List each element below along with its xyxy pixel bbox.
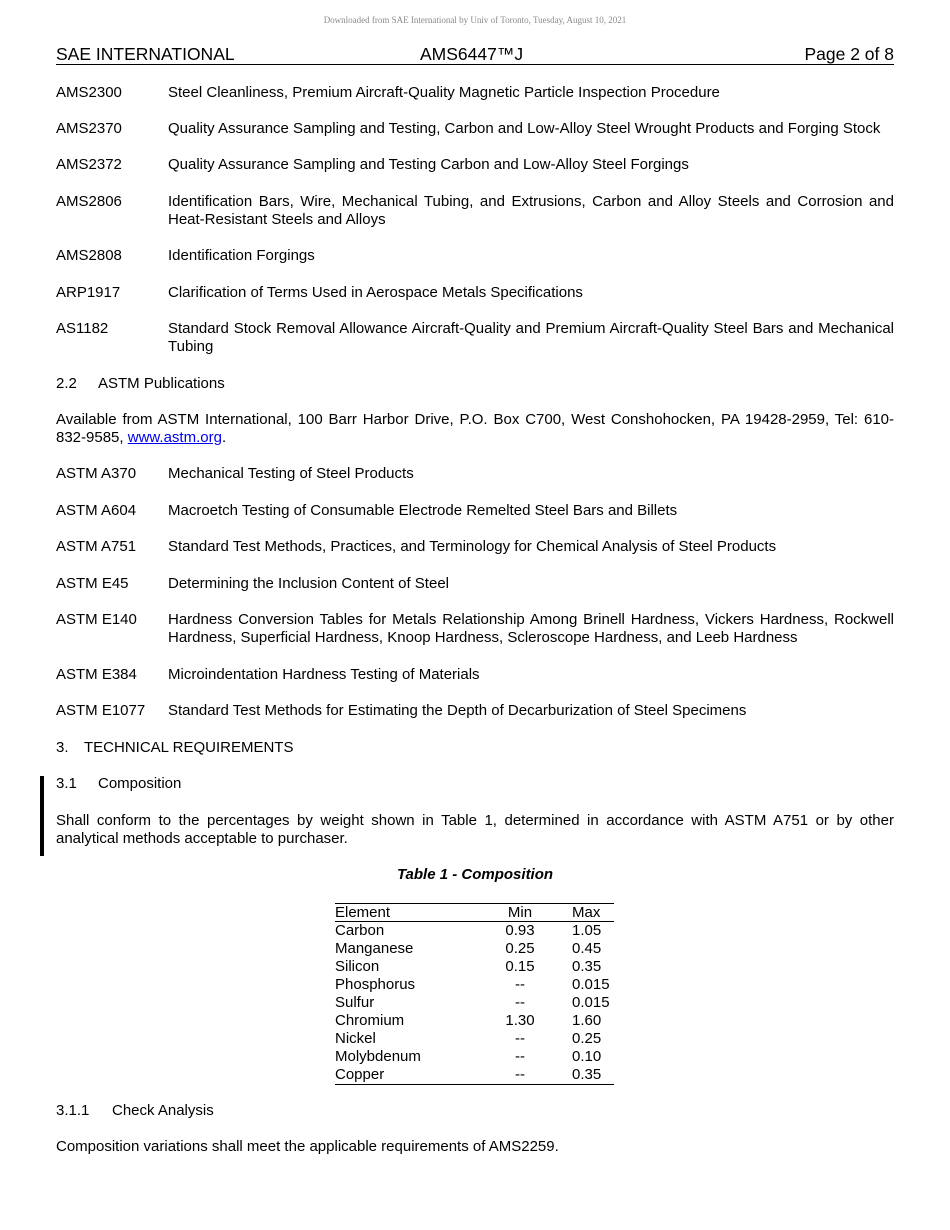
- reference-code: AMS2300: [56, 84, 122, 101]
- reference-code: AMS2370: [56, 120, 122, 137]
- element-max: 0.015: [572, 994, 610, 1011]
- availability-text: Available from ASTM International, 100 Barr Harbor Drive, P.O. Box C700, West Conshohocken, PA 19428-2959, Tel: 610-832-9585,: [56, 411, 894, 446]
- element-name: Copper: [335, 1066, 385, 1083]
- element-min: 0.93: [505, 922, 535, 939]
- header-min: Min: [507, 904, 533, 921]
- element-name: Chromium: [335, 1012, 405, 1029]
- reference-title: Mechanical Testing of Steel Products: [168, 465, 414, 482]
- header-page-number: Page 2 of 8: [804, 44, 894, 64]
- table-row: [335, 1030, 614, 1048]
- reference-title: Quality Assurance Sampling and Testing Carbon and Low-Alloy Steel Forgings: [168, 156, 689, 173]
- reference-title: Steel Cleanliness, Premium Aircraft-Quality Magnetic Particle Inspection Procedure: [168, 84, 720, 101]
- reference-code: ASTM E384: [56, 666, 137, 683]
- section-heading-2-2: [56, 375, 894, 393]
- table-row: [335, 1048, 614, 1066]
- table-row: [335, 1066, 614, 1084]
- section-heading-3: [56, 739, 894, 757]
- page-header: [56, 44, 894, 65]
- section-number: 3.1.1: [56, 1102, 90, 1119]
- section-title: Composition: [98, 775, 182, 792]
- table-row: [335, 940, 614, 958]
- element-name: Carbon: [335, 922, 385, 939]
- reference-title: Identification Forgings: [168, 247, 315, 264]
- header-element: Element: [335, 904, 391, 921]
- reference-title: Identification Bars, Wire, Mechanical Tubing, and Extrusions, Carbon and Alloy Steels and Corrosion and Heat-Resistant Steels and Alloys: [168, 193, 894, 228]
- element-max: 0.45: [572, 940, 602, 957]
- header-publisher: SAE INTERNATIONAL: [56, 44, 235, 64]
- element-name: Manganese: [335, 940, 414, 957]
- section-number: 3.: [56, 739, 69, 756]
- section-number: 2.2: [56, 375, 77, 392]
- element-max: 0.10: [572, 1048, 602, 1065]
- element-name: Sulfur: [335, 994, 375, 1011]
- revision-change-bar: [40, 776, 44, 856]
- element-max: 0.35: [572, 958, 602, 975]
- section-title: TECHNICAL REQUIREMENTS: [84, 739, 294, 756]
- element-name: Phosphorus: [335, 976, 416, 993]
- section-title: Check Analysis: [112, 1102, 214, 1119]
- reference-code: ASTM E45: [56, 575, 129, 592]
- download-watermark: Downloaded from SAE International by Univ of Toronto, Tuesday, August 10, 2021: [323, 15, 627, 25]
- section-heading-3-1-1: [56, 1102, 894, 1120]
- astm-website-link[interactable]: www.astm.org: [127, 429, 222, 446]
- table-row: [335, 994, 614, 1012]
- element-min: 0.15: [505, 958, 535, 975]
- header-document-number: AMS6447™J: [420, 44, 524, 64]
- element-max: 1.60: [572, 1012, 602, 1029]
- check-analysis-paragraph: Composition variations shall meet the applicable requirements of AMS2259.: [56, 1138, 559, 1155]
- reference-title: Standard Test Methods for Estimating the Depth of Decarburization of Steel Specimens: [168, 702, 747, 719]
- reference-title: Standard Stock Removal Allowance Aircraft-Quality and Premium Aircraft-Quality Steel Bars and Mechanical Tubing: [168, 320, 894, 355]
- element-max: 1.05: [572, 922, 602, 939]
- table-row: [335, 976, 614, 994]
- element-min: --: [515, 976, 525, 993]
- reference-code: AS1182: [56, 320, 109, 337]
- element-min: --: [515, 1030, 525, 1047]
- reference-title: Clarification of Terms Used in Aerospace Metals Specifications: [168, 284, 583, 301]
- table-row: [335, 958, 614, 976]
- reference-code: ASTM E1077: [56, 702, 146, 719]
- element-name: Nickel: [335, 1030, 376, 1047]
- element-min: 1.30: [505, 1012, 535, 1029]
- element-min: 0.25: [505, 940, 535, 957]
- element-max: 0.015: [572, 976, 610, 993]
- element-min: --: [515, 1048, 525, 1065]
- element-name: Molybdenum: [335, 1048, 421, 1065]
- reference-code: ASTM A370: [56, 465, 137, 482]
- reference-title: Determining the Inclusion Content of Steel: [168, 575, 449, 592]
- astm-availability-paragraph: [56, 411, 894, 447]
- reference-code: AMS2806: [56, 193, 122, 210]
- reference-title: Macroetch Testing of Consumable Electrode Remelted Steel Bars and Billets: [168, 502, 678, 519]
- header-max: Max: [572, 904, 601, 921]
- element-max: 0.25: [572, 1030, 602, 1047]
- element-max: 0.35: [572, 1066, 602, 1083]
- reference-title: Standard Test Methods, Practices, and Terminology for Chemical Analysis of Steel Products: [168, 538, 777, 555]
- composition-paragraph: Shall conform to the percentages by weight shown in Table 1, determined in accordance with ASTM A751 or by other analytical methods acceptable to purchaser.: [56, 812, 894, 847]
- reference-code: ARP1917: [56, 284, 121, 301]
- reference-code: ASTM A751: [56, 538, 137, 555]
- reference-code: AMS2808: [56, 247, 122, 264]
- element-name: Silicon: [335, 958, 380, 975]
- element-min: --: [515, 1066, 525, 1083]
- reference-title: Hardness Conversion Tables for Metals Relationship Among Brinell Hardness, Vickers Hardness, Rockwell Hardness, Superficial Hardness, Knoop Hardness, Scleroscope Hardness, and Leeb Hardness: [168, 611, 894, 646]
- table-row: [335, 1012, 614, 1030]
- table-header-row: [335, 904, 614, 922]
- section-number: 3.1: [56, 775, 77, 792]
- reference-code: ASTM E140: [56, 611, 137, 628]
- section-heading-3-1: [56, 775, 894, 793]
- reference-code: ASTM A604: [56, 502, 137, 519]
- table-title: Table 1 - Composition: [396, 866, 554, 883]
- reference-code: AMS2372: [56, 156, 122, 173]
- reference-title: Quality Assurance Sampling and Testing, Carbon and Low-Alloy Steel Wrought Products and Forging Stock: [168, 120, 881, 137]
- reference-title: Microindentation Hardness Testing of Materials: [168, 666, 480, 683]
- availability-period: .: [221, 429, 227, 446]
- section-title: ASTM Publications: [98, 375, 225, 392]
- composition-table: [335, 903, 614, 1085]
- element-min: --: [515, 994, 525, 1011]
- table-row: [335, 922, 614, 940]
